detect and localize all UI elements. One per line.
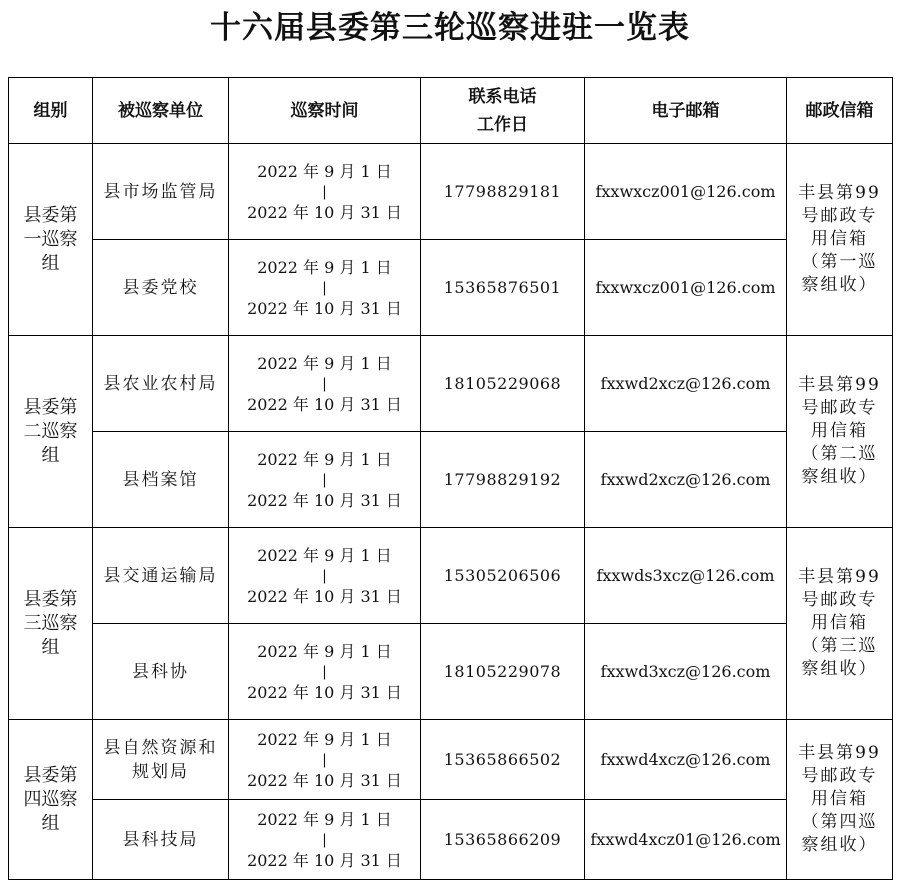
unit-name: 县交通运输局 (93, 528, 229, 624)
phone-number: 15305206506 (421, 528, 585, 624)
group-name: 县委第一巡察组 (9, 144, 93, 336)
table-row (9, 800, 893, 880)
time-separator: | (322, 831, 327, 848)
time-range (229, 800, 421, 880)
group-name: 县委第三巡察组 (9, 528, 93, 720)
phone-number: 15365876501 (421, 240, 585, 336)
header-time: 巡察时间 (229, 78, 421, 144)
unit-name: 县农业农村局 (93, 336, 229, 432)
unit-name: 县档案馆 (93, 432, 229, 528)
time-start: 2022 年 9 月 1 日 (257, 449, 392, 469)
table-row (9, 336, 893, 432)
table-row (9, 240, 893, 336)
time-separator: | (322, 183, 327, 200)
phone-number: 18105229068 (421, 336, 585, 432)
time-end: 2022 年 10 月 31 日 (247, 490, 402, 510)
time-range (229, 720, 421, 800)
time-separator: | (322, 279, 327, 296)
header-group: 组别 (9, 78, 93, 144)
phone-number: 15365866502 (421, 720, 585, 800)
email-address: fxxwd2xcz@126.com (585, 336, 787, 432)
phone-number: 15365866209 (421, 800, 585, 880)
header-email: 电子邮箱 (585, 78, 787, 144)
time-separator: | (322, 663, 327, 680)
phone-number: 17798829181 (421, 144, 585, 240)
inspection-table (8, 77, 893, 880)
time-end: 2022 年 10 月 31 日 (247, 202, 402, 222)
time-end: 2022 年 10 月 31 日 (247, 682, 402, 702)
unit-name: 县科协 (93, 624, 229, 720)
time-range (229, 144, 421, 240)
table-row (9, 720, 893, 800)
group-name: 县委第四巡察组 (9, 720, 93, 880)
header-row (9, 78, 893, 144)
time-separator: | (322, 751, 327, 768)
time-separator: | (322, 567, 327, 584)
phone-number: 17798829192 (421, 432, 585, 528)
mailbox: 丰县第99号邮政专用信箱（第三巡察组收） (787, 528, 893, 720)
phone-number: 18105229078 (421, 624, 585, 720)
header-mail: 邮政信箱 (787, 78, 893, 144)
email-address: fxxwxcz001@126.com (585, 240, 787, 336)
email-address: fxxwd4xcz01@126.com (585, 800, 787, 880)
time-end: 2022 年 10 月 31 日 (247, 770, 402, 790)
mailbox: 丰县第99号邮政专用信箱（第一巡察组收） (787, 144, 893, 336)
unit-name: 县科技局 (93, 800, 229, 880)
header-phone (421, 78, 585, 144)
time-separator: | (322, 375, 327, 392)
time-range (229, 240, 421, 336)
table-row (9, 144, 893, 240)
time-end: 2022 年 10 月 31 日 (247, 394, 402, 414)
header-unit: 被巡察单位 (93, 78, 229, 144)
time-end: 2022 年 10 月 31 日 (247, 586, 402, 606)
unit-name: 县市场监管局 (93, 144, 229, 240)
unit-name: 县委党校 (93, 240, 229, 336)
time-separator: | (322, 471, 327, 488)
email-address: fxxwds3xcz@126.com (585, 528, 787, 624)
time-range (229, 624, 421, 720)
unit-name: 县自然资源和规划局 (93, 720, 229, 800)
header-phone-line2: 工作日 (477, 114, 528, 135)
time-range (229, 528, 421, 624)
page-title: 十六届县委第三轮巡察进驻一览表 (210, 10, 690, 46)
time-start: 2022 年 9 月 1 日 (257, 545, 392, 565)
time-start: 2022 年 9 月 1 日 (257, 641, 392, 661)
time-end: 2022 年 10 月 31 日 (247, 850, 402, 870)
time-start: 2022 年 9 月 1 日 (257, 161, 392, 181)
mailbox: 丰县第99号邮政专用信箱（第二巡察组收） (787, 336, 893, 528)
time-start: 2022 年 9 月 1 日 (257, 257, 392, 277)
email-address: fxxwd4xcz@126.com (585, 720, 787, 800)
group-name: 县委第二巡察组 (9, 336, 93, 528)
email-address: fxxwd2xcz@126.com (585, 432, 787, 528)
time-start: 2022 年 9 月 1 日 (257, 353, 392, 373)
time-range (229, 336, 421, 432)
time-end: 2022 年 10 月 31 日 (247, 298, 402, 318)
table-row (9, 528, 893, 624)
time-start: 2022 年 9 月 1 日 (257, 729, 392, 749)
header-phone-line1: 联系电话 (468, 86, 537, 107)
time-range (229, 432, 421, 528)
mailbox: 丰县第99号邮政专用信箱（第四巡察组收） (787, 720, 893, 880)
table-row (9, 624, 893, 720)
email-address: fxxwd3xcz@126.com (585, 624, 787, 720)
table-row (9, 432, 893, 528)
email-address: fxxwxcz001@126.com (585, 144, 787, 240)
time-start: 2022 年 9 月 1 日 (257, 809, 392, 829)
